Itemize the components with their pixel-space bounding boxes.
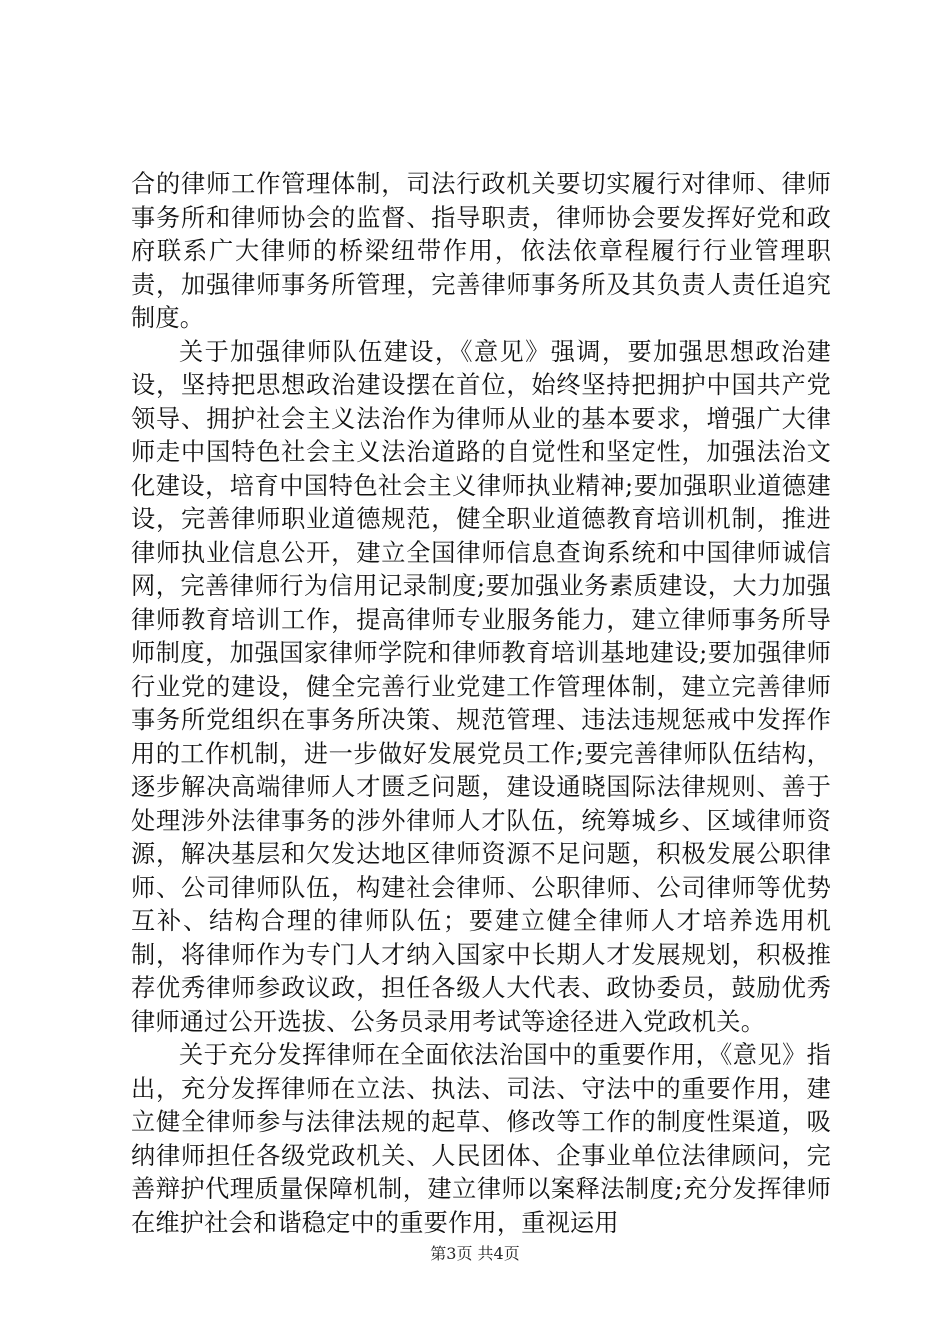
paragraph-1: 合的律师工作管理体制，司法行政机关要切实履行对律师、律师事务所和律师协会的监督、指导职责，律师协会要发挥好党和政府联系广大律师的桥梁纽带作用，依法依章程履行行业管理职责，加强律师事务所管理，完善律师事务所及其负责人责任追究制度。 <box>131 170 831 332</box>
page-footer <box>0 1244 950 1264</box>
paragraph-2: 关于加强律师队伍建设，《意见》强调，要加强思想政治建设，坚持把思想政治建设摆在首位，始终坚持把拥护中国共产党领导、拥护社会主义法治作为律师从业的基本要求，增强广大律师走中国特色社会主义法治道路的自觉性和坚定性，加强法治文化建设，培育中国特色社会主义律师执业精神;要加强职业道德建设，完善律师职业道德规范，健全职业道德教育培训机制，推进律师执业信息公开，建立全国律师信息查询系统和中国律师诚信网，完善律师行为信用记录制度;要加强业务素质建设，大力加强律师教育培训工作，提高律师专业服务能力，建立律师事务所导师制度，加强国家律师学院和律师教育培训基地建设;要加强律师行业党的建设，健全完善行业党建工作管理体制，建立完善律师事务所党组织在事务所决策、规范管理、违法违规惩戒中发挥作用的工作机制，进一步做好发展党员工作;要完善律师队伍结构，逐步解决高端律师人才匮乏问题，建设通晓国际法律规则、善于处理涉外法律事务的涉外律师人才队伍，统筹城乡、区域律师资源，解决基层和欠发达地区律师资源不足问题，积极发展公职律师、公司律师队伍，构建社会律师、公职律师、公司律师等优势互补、结构合理的律师队伍；要建立健全律师人才培养选用机制，将律师作为专门人才纳入国家中长期人才发展规划，积极推荐优秀律师参政议政，担任各级人大代表、政协委员，鼓励优秀律师通过公开选拔、公务员录用考试等途径进入党政机关。 <box>131 337 831 1036</box>
page-number-label: 第3页 共4页 <box>430 1244 520 1263</box>
body-text <box>131 168 831 1240</box>
paragraph-3: 关于充分发挥律师在全面依法治国中的重要作用，《意见》指出，充分发挥律师在立法、执法、司法、守法中的重要作用，建立健全律师参与法律法规的起草、修改等工作的制度性渠道，吸纳律师担任各级党政机关、人民团体、企事业单位法律顾问，完善辩护代理质量保障机制，建立律师以案释法制度;充分发挥律师在维护社会和谐稳定中的重要作用，重视运用 <box>131 1041 831 1237</box>
